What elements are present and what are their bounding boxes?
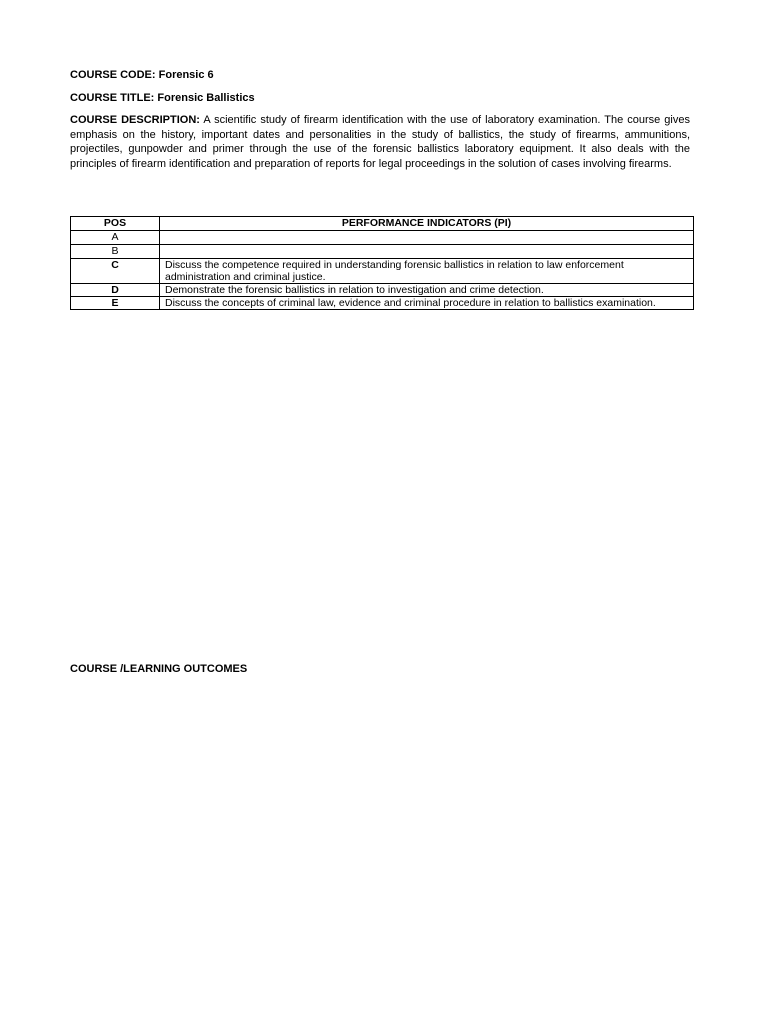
course-description	[70, 113, 690, 171]
course-code-value: Forensic 6	[158, 69, 214, 81]
header-pos: POS	[71, 217, 160, 231]
table-row	[71, 259, 694, 284]
course-code-label: COURSE CODE:	[70, 69, 156, 81]
course-description-label: COURSE DESCRIPTION:	[70, 114, 200, 126]
table-row	[71, 284, 694, 297]
table-row	[71, 245, 694, 259]
pos-cell: D	[71, 284, 160, 297]
indicator-cell	[160, 245, 694, 259]
pos-cell: A	[71, 231, 160, 245]
course-title-value: Forensic Ballistics	[157, 92, 255, 104]
learning-outcomes-heading: COURSE /LEARNING OUTCOMES	[70, 663, 248, 675]
table-row	[71, 297, 694, 310]
course-title-line	[70, 92, 255, 105]
performance-indicators-table	[70, 216, 694, 310]
table-row	[71, 231, 694, 245]
course-description-text: A scientific study of firearm identification with the use of laboratory examination. The course gives emphasis on the history, important dates and personalities in the study of ballistics, the study of firearms, ammunitions, projectiles, gunpowder and primer through the use of the forensic ballistics laboratory equipment. It also deals with the principles of firearm identification and preparation of reports for legal proceedings in the solution of cases involving firearms.	[70, 114, 690, 170]
pos-cell: B	[71, 245, 160, 259]
course-code-line	[70, 69, 214, 82]
pos-cell: E	[71, 297, 160, 310]
header-performance-indicators: PERFORMANCE INDICATORS (PI)	[160, 217, 694, 231]
course-title-label: COURSE TITLE:	[70, 92, 155, 104]
indicator-cell	[160, 231, 694, 245]
indicator-cell: Discuss the competence required in understanding forensic ballistics in relation to law enforcement administration and criminal justice.	[160, 259, 694, 284]
indicator-cell: Discuss the concepts of criminal law, evidence and criminal procedure in relation to ballistics examination.	[160, 297, 694, 310]
indicator-cell: Demonstrate the forensic ballistics in relation to investigation and crime detection.	[160, 284, 694, 297]
pos-cell: C	[71, 259, 160, 284]
table-header-row	[71, 217, 694, 231]
